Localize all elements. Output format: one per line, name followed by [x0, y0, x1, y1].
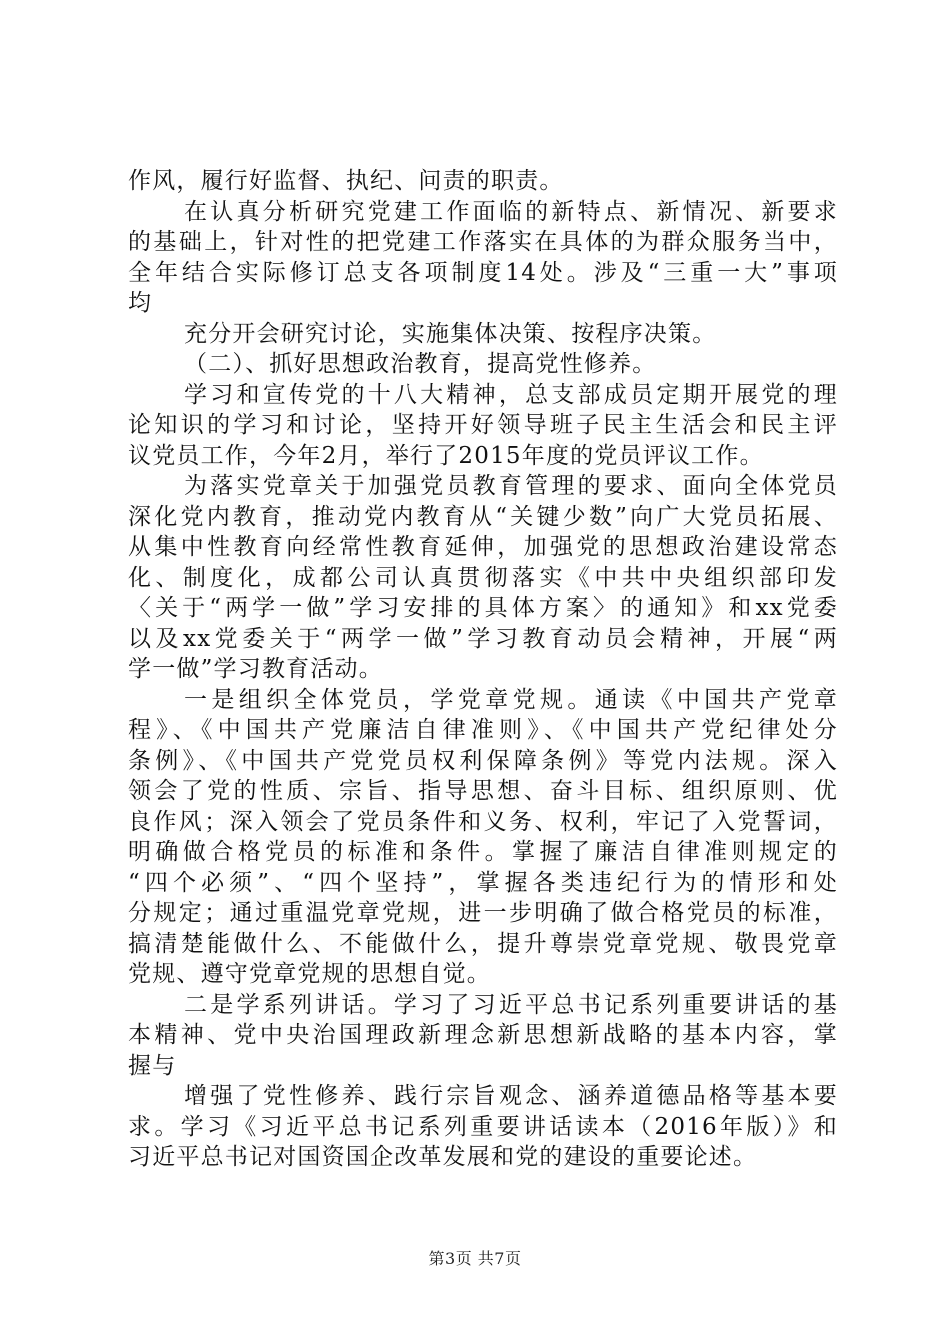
- text-line: 握与: [128, 1052, 177, 1079]
- page-number-footer: 第3页 共7页: [428, 1249, 522, 1268]
- text-line: 领会了党的性质、宗旨、指导思想、奋斗目标、组织原则、优: [128, 778, 838, 804]
- text-line: 从集中性教育向经常性教育延伸，加强党的思想政治建设常态: [128, 534, 838, 560]
- text-line: 分规定；通过重温党章党规，进一步明确了做合格党员的标准，: [128, 900, 838, 926]
- text-line: 二是学系列讲话。学习了习近平总书记系列重要讲话的基: [184, 991, 838, 1018]
- text-line: “四个必须”、“四个坚持”，掌握各类违纪行为的情形和处: [128, 869, 838, 896]
- text-line: 学习和宣传党的十八大精神，总支部成员定期开展党的理: [184, 381, 838, 408]
- text-line: 化、制度化，成都公司认真贯彻落实《中共中央组织部印发: [128, 564, 838, 591]
- text-line: 本精神、党中央治国理政新理念新思想新战略的基本内容，掌: [128, 1022, 838, 1048]
- text-line: 〈关于“两学一做”学习安排的具体方案〉的通知》和xx党委: [128, 595, 838, 621]
- text-line: 学一做”学习教育活动。: [128, 656, 383, 682]
- text-line: 程》、《中国共产党廉洁自律准则》、《中国共产党纪律处分: [128, 717, 838, 743]
- text-line: 作风，履行好监督、执纪、问责的职责。: [128, 168, 564, 194]
- text-line: 条例》、《中国共产党党员权利保障条例》等党内法规。深入: [128, 747, 838, 774]
- text-line: 的基础上，针对性的把党建工作落实在具体的为群众服务当中，: [128, 229, 838, 255]
- text-line: 以及xx党委关于“两学一做”学习教育动员会精神，开展“两: [128, 625, 838, 652]
- text-line: 均: [128, 290, 153, 316]
- document-body: [128, 166, 838, 1173]
- section-heading: （二）、抓好思想政治教育，提高党性修养。: [184, 351, 657, 377]
- text-line: 明确做合格党员的标准和条件。掌握了廉洁自律准则规定的: [128, 839, 838, 865]
- text-line: 党规、遵守党章党规的思想自觉。: [128, 961, 491, 987]
- text-line: 论知识的学习和讨论，坚持开好领导班子民主生活会和民主评: [128, 412, 838, 438]
- text-line: 充分开会研究讨论，实施集体决策、按程序决策。: [184, 320, 717, 347]
- text-line: 一是组织全体党员，学党章党规。通读《中国共产党章: [184, 686, 838, 713]
- text-line: 搞清楚能做什么、不能做什么，提升尊崇党章党规、敬畏党章: [128, 930, 838, 957]
- text-line: 为落实党章关于加强党员教育管理的要求、面向全体党员: [184, 473, 838, 499]
- text-line: 在认真分析研究党建工作面临的新特点、新情况、新要求: [184, 198, 838, 225]
- text-line: 习近平总书记对国资国企改革发展和党的建设的重要论述。: [128, 1144, 758, 1170]
- text-line: 良作风；深入领会了党员条件和义务、权利，牢记了入党誓词，: [128, 808, 838, 835]
- text-line: 求。学习《习近平总书记系列重要讲话读本（2016年版）》和: [128, 1113, 838, 1140]
- text-line: 全年结合实际修订总支各项制度14处。涉及“三重一大”事项: [128, 259, 838, 286]
- text-line: 增强了党性修养、践行宗旨观念、涵养道德品格等基本要: [184, 1083, 838, 1109]
- text-line: 议党员工作，今年2月，举行了2015年度的党员评议工作。: [128, 442, 764, 469]
- text-line: 深化党内教育，推动党内教育从“关键少数”向广大党员拓展、: [128, 503, 838, 530]
